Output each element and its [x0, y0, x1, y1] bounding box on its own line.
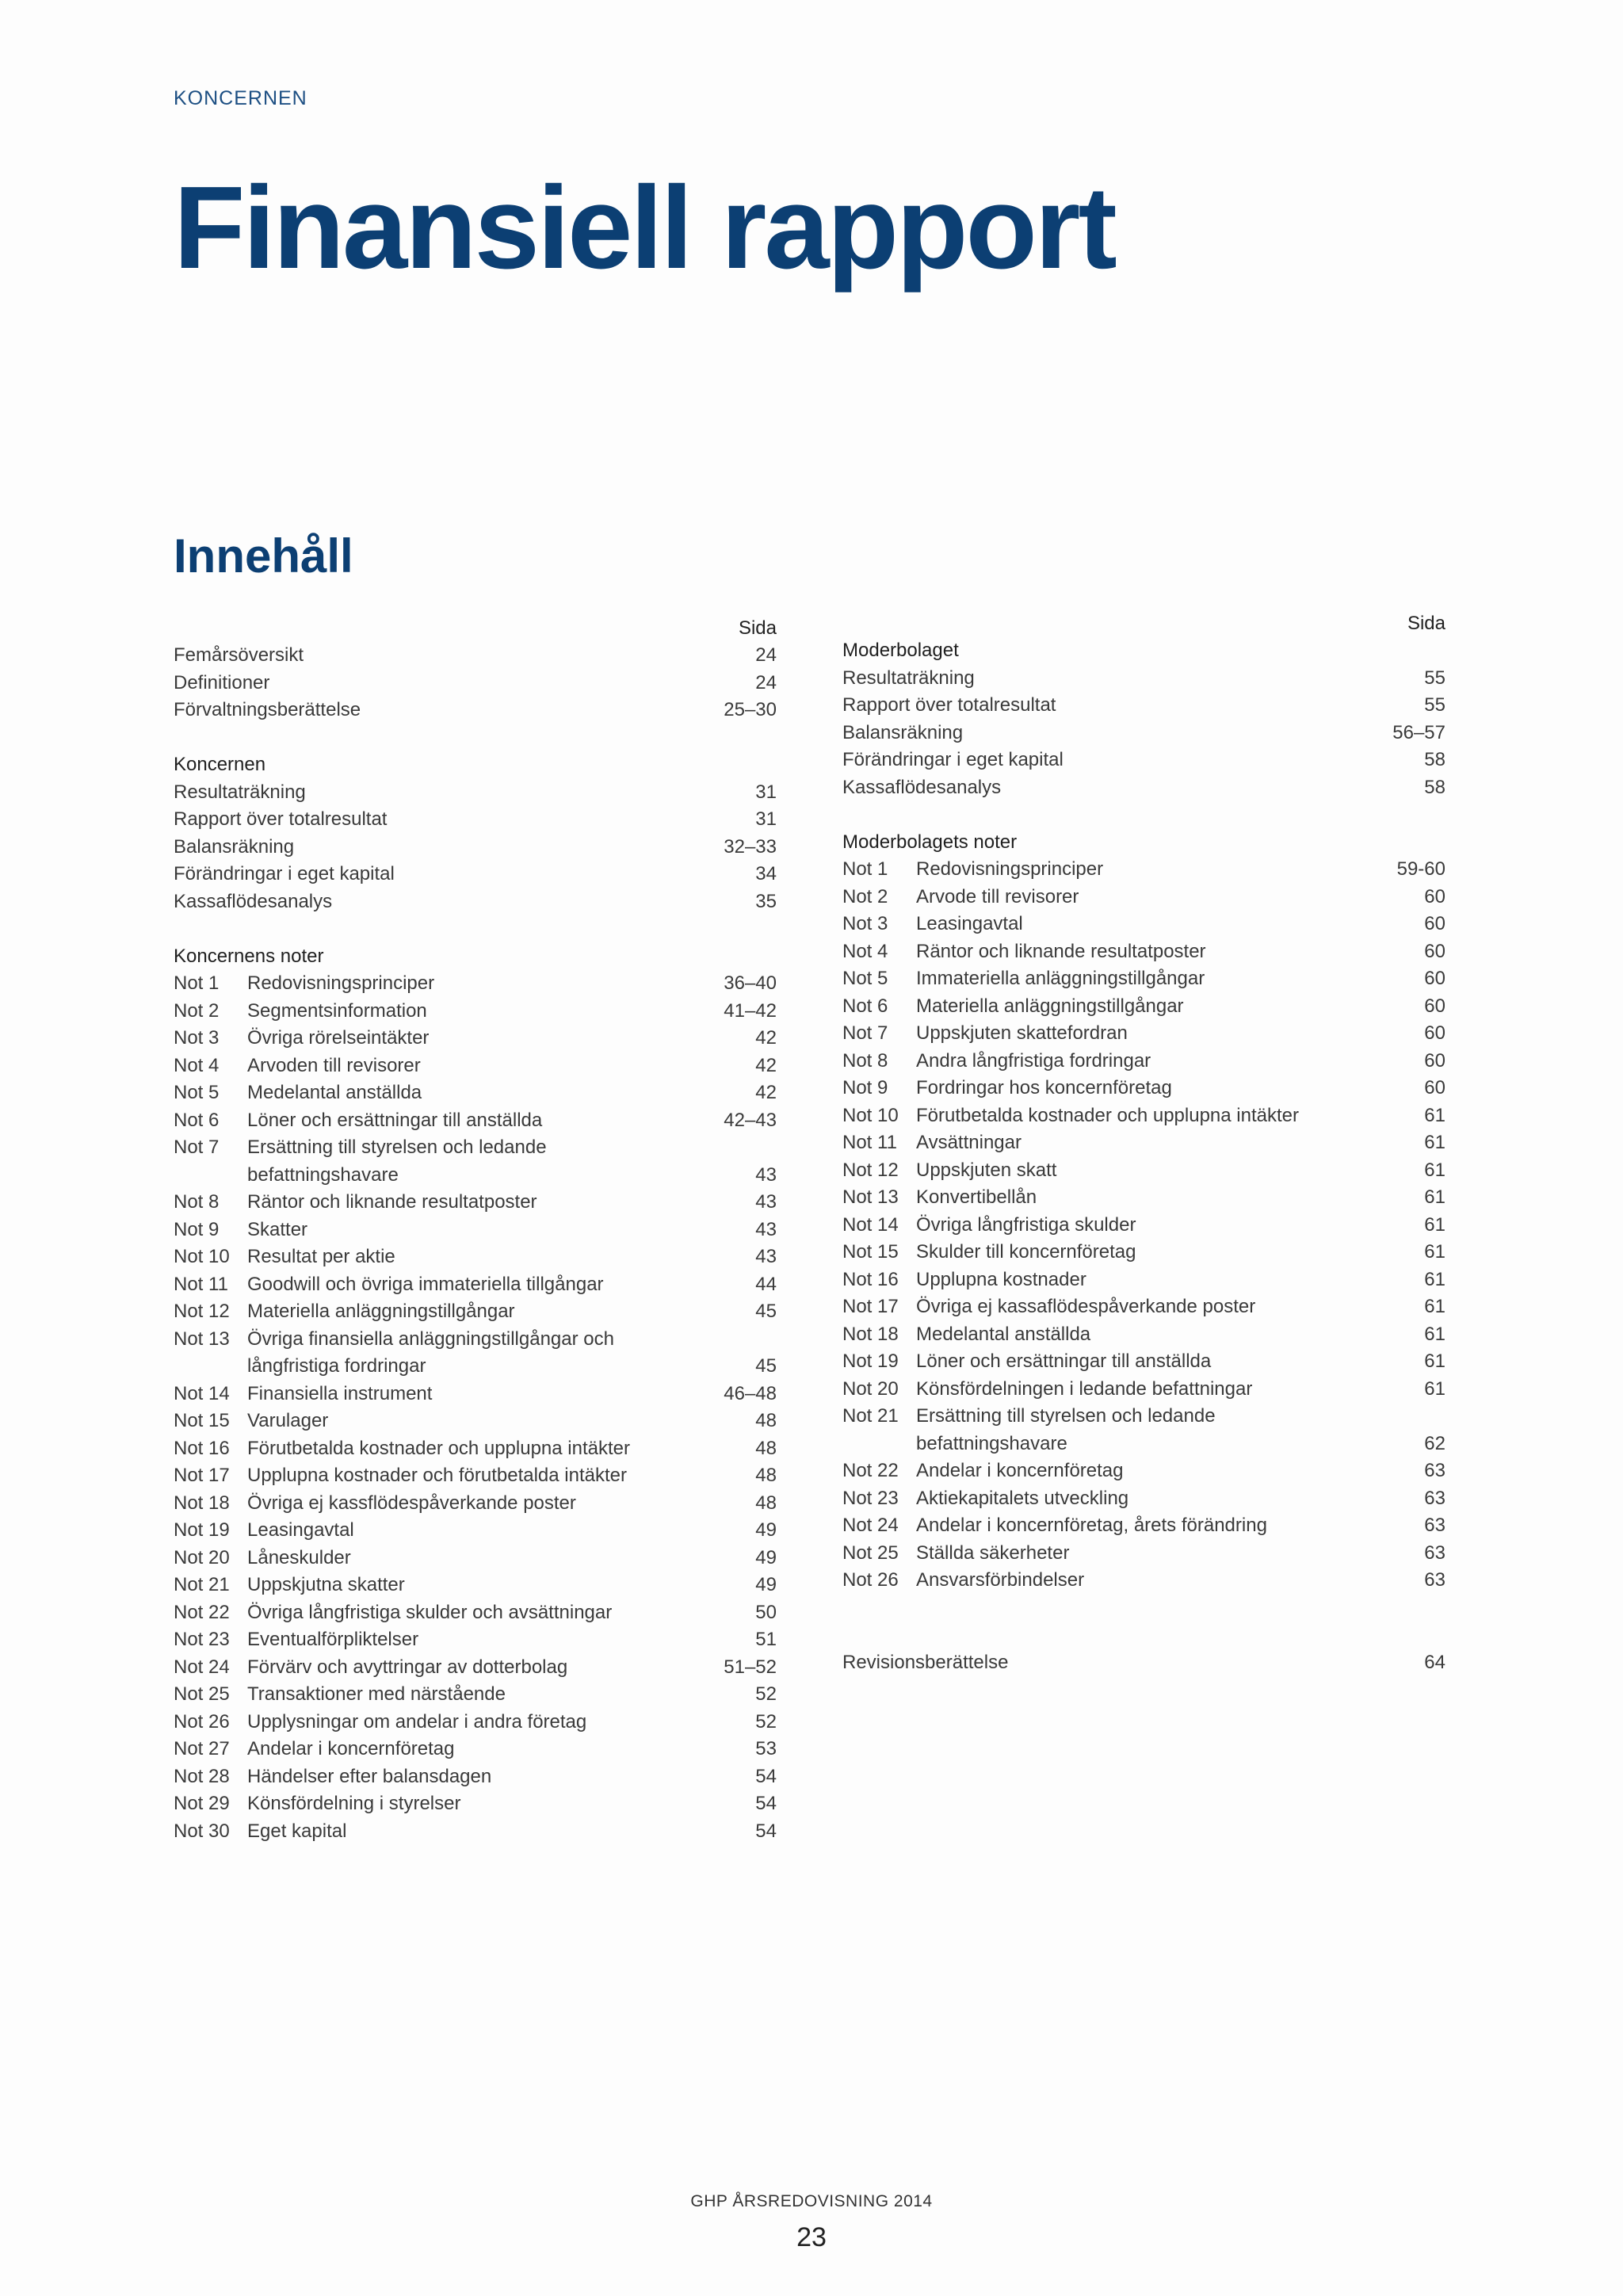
entry-label: Könsfördelningen i ledande befattningar: [916, 1377, 1253, 1400]
toc-entry: [842, 747, 1445, 774]
page-ref: 42: [755, 1027, 777, 1049]
note-number: Not 23: [174, 1629, 230, 1650]
entry-label: Förvärv och avyttringar av dotterbolag: [247, 1656, 568, 1678]
note-number: Not 29: [174, 1793, 230, 1814]
toc-entry: [174, 1736, 777, 1763]
note-number: Not 22: [842, 1460, 899, 1481]
entry-label: Skatter: [247, 1218, 308, 1240]
entry-label: Övriga ej kassaflödespåverkande poster: [916, 1296, 1256, 1317]
toc-column-left: [174, 615, 777, 1845]
page-ref: 61: [1424, 1377, 1445, 1400]
toc-entry: [842, 1649, 1445, 1677]
toc-entry: [174, 1271, 777, 1299]
toc-entry: [174, 697, 777, 724]
toc-group-title: [174, 751, 777, 779]
note-number: Not 14: [842, 1213, 899, 1236]
page-ref: 48: [755, 1410, 777, 1431]
toc-entry: [842, 1485, 1445, 1513]
toc-entry: [842, 1376, 1445, 1404]
entry-label: Förutbetalda kostnader och upplupna intäkter: [247, 1437, 630, 1459]
page-ref: 53: [755, 1738, 777, 1759]
entry-label: Resultaträkning: [174, 781, 306, 803]
note-number: Not 22: [174, 1601, 230, 1623]
entry-label: Medelantal anställda: [916, 1323, 1091, 1345]
page-ref: 43: [755, 1218, 777, 1240]
entry-label: Kassaflödesanalys: [174, 890, 333, 912]
page-ref: 60: [1424, 913, 1445, 934]
page-ref: 44: [755, 1273, 777, 1295]
toc-entry: [174, 1107, 777, 1135]
note-number: Not 9: [174, 1218, 220, 1240]
note-number: Not 18: [174, 1492, 230, 1514]
toc-entry: [842, 1457, 1445, 1485]
note-number: Not 16: [174, 1437, 230, 1459]
toc-entry: [174, 670, 777, 697]
toc-entry: [174, 1462, 777, 1490]
toc-heading: Innehåll: [174, 529, 353, 583]
note-number: Not 9: [842, 1077, 888, 1098]
page-ref: 24: [755, 671, 777, 693]
page-ref: 43: [755, 1163, 777, 1186]
note-number: Not 27: [174, 1738, 230, 1759]
page-ref: 60: [1424, 940, 1445, 962]
note-number: Not 15: [842, 1241, 899, 1263]
page-ref: 51: [755, 1629, 777, 1650]
page-ref: 34: [755, 863, 777, 884]
toc-entry: [842, 1048, 1445, 1075]
note-number: Not 6: [174, 1109, 220, 1131]
entry-label: Avsättningar: [916, 1132, 1022, 1153]
toc-entry: [842, 1075, 1445, 1102]
page-ref: 31: [755, 808, 777, 830]
page-ref: 54: [755, 1820, 777, 1842]
page-ref: 63: [1424, 1569, 1445, 1591]
page-ref: 63: [1424, 1541, 1445, 1564]
entry-label: Räntor och liknande resultatposter: [247, 1191, 537, 1213]
entry-label: Andelar i koncernföretag: [916, 1460, 1124, 1481]
note-number: Not 24: [842, 1515, 899, 1536]
toc-group-title: [842, 829, 1445, 857]
note-number: Not 24: [174, 1656, 230, 1678]
toc-entry: [842, 720, 1445, 747]
page-ref: 42: [755, 1054, 777, 1076]
toc-group-title: [174, 943, 777, 971]
toc-entry: [842, 911, 1445, 938]
entry-label: Varulager: [247, 1410, 329, 1431]
page-ref: 45: [755, 1301, 777, 1322]
page-ref: 60: [1424, 995, 1445, 1017]
page-ref: 54: [755, 1765, 777, 1787]
toc-entry: [842, 1567, 1445, 1595]
page-ref: 61: [1424, 1241, 1445, 1263]
page-column-header: Sida: [738, 617, 777, 639]
page-ref: 36–40: [724, 972, 777, 994]
page-ref: 35: [755, 890, 777, 912]
page-ref: 48: [755, 1437, 777, 1459]
entry-label: Andelar i koncernföretag, årets förändring: [916, 1515, 1267, 1536]
toc-entry: [842, 1512, 1445, 1540]
entry-label: Övriga långfristiga skulder och avsättningar: [247, 1601, 613, 1623]
note-number: Not 10: [174, 1246, 230, 1267]
toc-entry: [842, 884, 1445, 911]
entry-label: Andra långfristiga fordringar: [916, 1049, 1151, 1072]
toc-entry: [174, 1381, 777, 1408]
toc-entry: [174, 1189, 777, 1217]
entry-label: Finansiella instrument: [247, 1382, 433, 1404]
page-ref: 49: [755, 1574, 777, 1595]
entry-label: Låneskulder: [247, 1546, 351, 1568]
note-number: Not 8: [842, 1049, 888, 1072]
note-number: Not 2: [174, 999, 220, 1022]
page-ref: 55: [1424, 694, 1445, 716]
toc-entry: [842, 1403, 1445, 1457]
entry-label: Uppskjuten skatt: [916, 1159, 1057, 1181]
toc-entry: [842, 1157, 1445, 1185]
toc-entry: [174, 861, 777, 888]
page-ref: 61: [1424, 1296, 1445, 1317]
page-ref: 42: [755, 1082, 777, 1103]
toc-entry: [842, 965, 1445, 993]
entry-label: Skulder till koncernföretag: [916, 1241, 1136, 1263]
entry-label: Leasingavtal: [916, 913, 1023, 934]
note-number: Not 16: [842, 1268, 899, 1290]
toc-entry: [842, 1321, 1445, 1349]
toc-entry: [174, 888, 777, 916]
page-ref: 61: [1424, 1159, 1445, 1181]
entry-label: Koncernen: [174, 754, 266, 775]
note-number: Not 10: [842, 1104, 899, 1126]
toc-entry: [174, 1709, 777, 1736]
entry-label: Händelser efter balansdagen: [247, 1765, 492, 1787]
entry-label: Medelantal anställda: [247, 1082, 422, 1103]
toc-entry: [174, 1681, 777, 1709]
toc-entry: [174, 1134, 777, 1189]
page-ref: 25–30: [724, 699, 777, 720]
note-number: Not 17: [174, 1465, 230, 1486]
entry-label: Räntor och liknande resultatposter: [916, 940, 1206, 962]
entry-label: Rapport över totalresultat: [842, 694, 1056, 716]
entry-label: Resultaträkning: [842, 667, 975, 689]
page-ref: 61: [1424, 1132, 1445, 1153]
section-label: KONCERNEN: [174, 87, 307, 109]
note-number: Not 8: [174, 1191, 220, 1213]
toc-entry: [174, 1408, 777, 1435]
toc-entry: [174, 1079, 777, 1107]
entry-label: Upplysningar om andelar i andra företag: [247, 1710, 587, 1733]
page-ref: 31: [755, 781, 777, 803]
toc-entry: [842, 1102, 1445, 1130]
toc-entry: [842, 993, 1445, 1021]
toc-entry: [174, 834, 777, 861]
note-number: Not 25: [842, 1541, 899, 1564]
entry-label: Aktiekapitalets utveckling: [916, 1487, 1129, 1509]
note-number: Not 19: [842, 1350, 899, 1372]
page-ref: 64: [1424, 1651, 1445, 1673]
entry-label: Andelar i koncernföretag: [247, 1738, 455, 1759]
page-ref: 61: [1424, 1323, 1445, 1345]
entry-label: Definitioner: [174, 671, 270, 693]
page-ref: 46–48: [724, 1382, 777, 1404]
entry-label: Goodwill och övriga immateriella tillgångar: [247, 1273, 604, 1295]
page-ref: 43: [755, 1191, 777, 1213]
entry-label: Arvode till revisorer: [916, 885, 1079, 907]
page-column-header: Sida: [1407, 613, 1445, 634]
page-ref: 63: [1424, 1515, 1445, 1536]
note-number: Not 5: [842, 968, 888, 989]
page-ref: 58: [1424, 749, 1445, 770]
page-ref: 60: [1424, 885, 1445, 907]
entry-label: Moderbolaget: [842, 640, 959, 661]
page-ref: 48: [755, 1492, 777, 1514]
toc-entry: [174, 998, 777, 1026]
page-ref: 61: [1424, 1104, 1445, 1126]
note-number: Not 2: [842, 885, 888, 907]
toc-entry: [842, 1239, 1445, 1266]
entry-label: Leasingavtal: [247, 1519, 354, 1541]
page-ref: 60: [1424, 1022, 1445, 1044]
toc-entry: [842, 774, 1445, 802]
page-ref: 52: [755, 1683, 777, 1705]
note-number: Not 23: [842, 1487, 899, 1509]
entry-label: Förutbetalda kostnader och upplupna intäkter: [916, 1104, 1299, 1126]
note-number: Not 14: [174, 1382, 230, 1404]
entry-label: Upplupna kostnader och förutbetalda intäkter: [247, 1465, 627, 1486]
note-number: Not 21: [174, 1574, 230, 1595]
page-ref: 45: [755, 1355, 777, 1377]
note-number: Not 13: [174, 1328, 230, 1350]
toc-entry: [174, 1517, 777, 1545]
toc-entry: [842, 856, 1445, 884]
toc-entry: [174, 1490, 777, 1518]
entry-label: Materiella anläggningstillgångar: [916, 995, 1184, 1017]
toc-entry: [842, 1293, 1445, 1321]
toc-entry: [174, 1244, 777, 1271]
entry-label: Segmentsinformation: [247, 999, 427, 1022]
toc-entry: [174, 1818, 777, 1846]
toc-entry: [174, 1298, 777, 1326]
toc-entry: [174, 1599, 777, 1627]
page-ref: 61: [1424, 1350, 1445, 1372]
page-ref: 50: [755, 1601, 777, 1623]
entry-label: Eget kapital: [247, 1820, 347, 1842]
footer-title: GHP ÅRSREDOVISNING 2014: [690, 2192, 933, 2210]
toc-entry: [842, 1266, 1445, 1294]
note-number: Not 7: [842, 1022, 888, 1044]
page-ref: 63: [1424, 1460, 1445, 1481]
toc-entry: [842, 692, 1445, 720]
entry-label: Förändringar i eget kapital: [174, 863, 395, 884]
toc-entry: [174, 1654, 777, 1682]
page-ref: 61: [1424, 1213, 1445, 1236]
page-ref: 51–52: [724, 1656, 777, 1678]
toc-entry: [174, 1435, 777, 1463]
entry-label: Ersättning till styrelsen och ledande befattningshavare: [916, 1405, 1216, 1454]
note-number: Not 13: [842, 1186, 899, 1208]
page-title: Finansiell rapport: [174, 162, 1115, 293]
entry-label: Kassaflödesanalys: [842, 776, 1002, 798]
entry-label: Uppskjutna skatter: [247, 1574, 405, 1595]
toc-entry: [842, 1184, 1445, 1212]
entry-label: Förvaltningsberättelse: [174, 699, 361, 720]
page-ref: 43: [755, 1246, 777, 1267]
page-ref: 41–42: [724, 999, 777, 1022]
entry-label: Revisionsberättelse: [842, 1651, 1009, 1673]
entry-label: Ersättning till styrelsen och ledande befattningshavare: [247, 1137, 547, 1186]
entry-label: Konvertibellån: [916, 1186, 1037, 1208]
entry-label: Upplupna kostnader: [916, 1268, 1086, 1290]
entry-label: Materiella anläggningstillgångar: [247, 1301, 515, 1322]
page-ref: 59-60: [1396, 858, 1445, 880]
toc-entry: [174, 1545, 777, 1572]
entry-label: Övriga finansiella anläggningstillgångar och långfristiga fordringar: [247, 1328, 614, 1377]
toc-group-title: [842, 637, 1445, 665]
page-ref: 52: [755, 1710, 777, 1733]
toc-entry: [842, 1212, 1445, 1240]
entry-label: Redovisningsprinciper: [916, 858, 1104, 880]
entry-label: Övriga ej kassflödespåverkande poster: [247, 1492, 576, 1514]
entry-label: Femårsöversikt: [174, 644, 304, 666]
entry-label: Redovisningsprinciper: [247, 972, 435, 994]
entry-label: Uppskjuten skattefordran: [916, 1022, 1128, 1044]
page-ref: 32–33: [724, 835, 777, 858]
note-number: Not 20: [174, 1546, 230, 1568]
toc-entry: [174, 1763, 777, 1791]
toc-entry: [174, 1052, 777, 1080]
entry-label: Resultat per aktie: [247, 1246, 395, 1267]
page-number: 23: [796, 2222, 827, 2252]
note-number: Not 18: [842, 1323, 899, 1345]
note-number: Not 12: [842, 1159, 899, 1181]
note-number: Not 15: [174, 1410, 230, 1431]
note-number: Not 25: [174, 1683, 230, 1705]
page-ref: 62: [1424, 1432, 1445, 1454]
note-number: Not 26: [842, 1569, 899, 1591]
page-ref: 60: [1424, 1049, 1445, 1072]
note-number: Not 30: [174, 1820, 230, 1842]
page-ref: 61: [1424, 1186, 1445, 1208]
page-ref: 42–43: [724, 1109, 777, 1131]
toc-entry: [174, 1572, 777, 1599]
entry-label: Immateriella anläggningstillgångar: [916, 968, 1205, 989]
toc-entry: [174, 970, 777, 998]
note-number: Not 21: [842, 1405, 899, 1427]
note-number: Not 4: [842, 940, 888, 962]
toc-entry: [174, 1790, 777, 1818]
page-ref: 55: [1424, 667, 1445, 689]
entry-label: Förändringar i eget kapital: [842, 749, 1064, 770]
toc-entry: [174, 806, 777, 834]
toc-entry: [174, 1025, 777, 1052]
note-number: Not 4: [174, 1054, 220, 1076]
entry-label: Eventualförpliktelser: [247, 1629, 419, 1650]
toc-entry: [842, 1348, 1445, 1376]
toc-entry: [842, 1020, 1445, 1048]
note-number: Not 1: [174, 972, 220, 994]
toc-entry: [842, 665, 1445, 693]
toc-entry: [174, 642, 777, 670]
page-ref: 54: [755, 1793, 777, 1814]
toc-entry: [174, 1626, 777, 1654]
entry-label: Transaktioner med närstående: [247, 1683, 506, 1705]
entry-label: Balansräkning: [842, 721, 964, 743]
page-ref: 60: [1424, 1077, 1445, 1098]
page-ref: 48: [755, 1465, 777, 1486]
page-ref: 49: [755, 1519, 777, 1541]
page-ref: 24: [755, 644, 777, 666]
note-number: Not 11: [174, 1273, 228, 1295]
note-number: Not 1: [842, 858, 888, 880]
toc-entry: [842, 938, 1445, 966]
entry-label: Moderbolagets noter: [842, 831, 1018, 853]
page-ref: 58: [1424, 776, 1445, 798]
note-number: Not 26: [174, 1710, 230, 1733]
note-number: Not 17: [842, 1296, 899, 1317]
note-number: Not 19: [174, 1519, 230, 1541]
entry-label: Övriga rörelseintäkter: [247, 1027, 430, 1049]
entry-label: Ansvarsförbindelser: [916, 1569, 1085, 1591]
entry-label: Ställda säkerheter: [916, 1541, 1070, 1564]
note-number: Not 6: [842, 995, 888, 1017]
page-ref: 63: [1424, 1487, 1445, 1509]
note-number: Not 3: [842, 913, 888, 934]
note-number: Not 5: [174, 1082, 220, 1103]
entry-label: Balansräkning: [174, 835, 295, 858]
entry-label: Löner och ersättningar till anställda: [916, 1350, 1212, 1372]
entry-label: Fordringar hos koncernföretag: [916, 1077, 1172, 1098]
toc-column-right: [842, 610, 1445, 1676]
toc-entry: [842, 1540, 1445, 1568]
entry-label: Könsfördelning i styrelser: [247, 1793, 461, 1814]
entry-label: Rapport över totalresultat: [174, 808, 388, 830]
note-number: Not 20: [842, 1377, 899, 1400]
page-ref: 49: [755, 1546, 777, 1568]
note-number: Not 12: [174, 1301, 230, 1322]
page-ref: 60: [1424, 968, 1445, 989]
toc-entry: [174, 779, 777, 807]
note-number: Not 28: [174, 1765, 230, 1787]
note-number: Not 7: [174, 1137, 220, 1158]
toc-entry: [174, 1326, 777, 1381]
toc-entry: [174, 1217, 777, 1244]
note-number: Not 11: [842, 1132, 897, 1153]
entry-label: Övriga långfristiga skulder: [916, 1213, 1136, 1236]
entry-label: Koncernens noter: [174, 945, 324, 967]
page-ref: 56–57: [1392, 721, 1445, 743]
entry-label: Löner och ersättningar till anställda: [247, 1109, 543, 1131]
page-ref: 61: [1424, 1268, 1445, 1290]
note-number: Not 3: [174, 1027, 220, 1049]
toc-entry: [842, 1129, 1445, 1157]
entry-label: Arvoden till revisorer: [247, 1054, 421, 1076]
